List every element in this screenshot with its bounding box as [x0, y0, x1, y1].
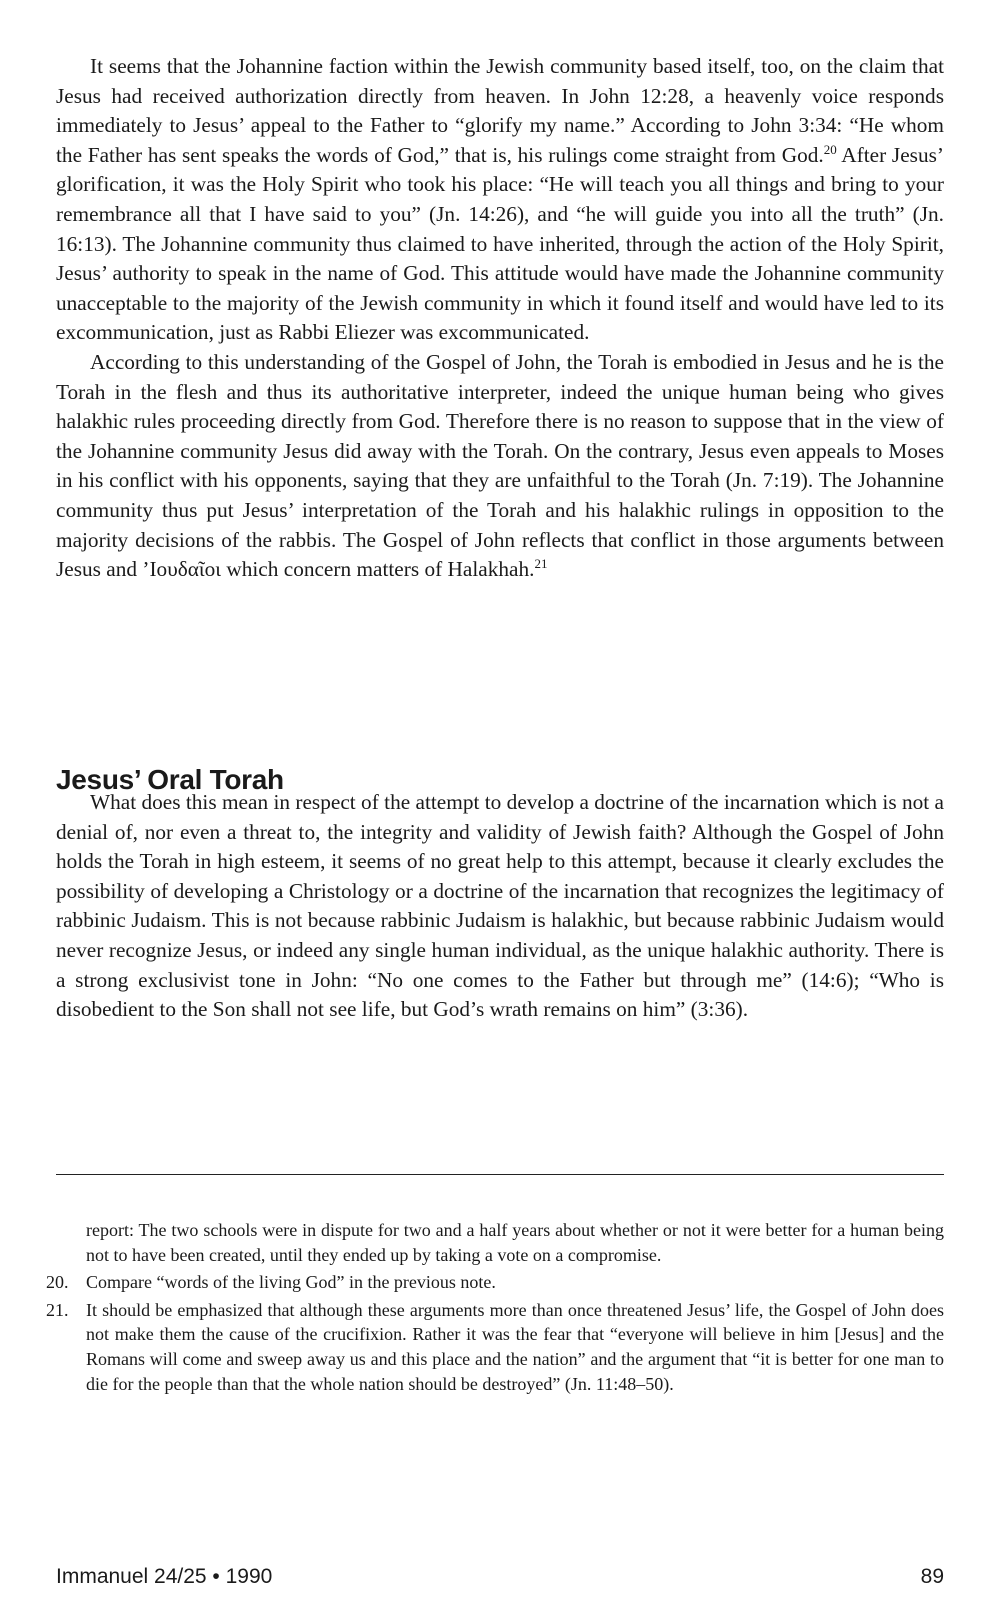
- footnote-text: report: The two schools were in dispute for two and a half years about whether or not it were better for a human being not to have been created, until they ended up by taking a vote on a compromise.: [86, 1220, 944, 1265]
- footnote-text: It should be emphasized that although these arguments more than once threatened Jesus’ life, the Gospel of John does not make them the cause of the crucifixion. Rather it was the fear that “everyone will believe in him [Jesus] and the Romans will come and sweep away us and this place and the nation” and the argument that “it is better for one man to die for the people than that the whole nation should be destroyed” (Jn. 11:48–50).: [86, 1299, 944, 1394]
- journal-citation: Immanuel 24/25 • 1990: [56, 1565, 273, 1588]
- footnote-ref-21[interactable]: 21: [534, 556, 548, 571]
- footnotes: [46, 1218, 944, 1399]
- footnote-number: 20.: [46, 1272, 69, 1293]
- paragraph-1-part-a: It seems that the Johannine faction within the Jewish community based itself, too, on the claim that Jesus had received authorization directly from heaven. In John 12:28, a heavenly voice responds immediately to Jesus’ appeal to the Father to “glorify my name.” According to John 3:34: “He whom the Father has sent speaks the words of God,” that is, his rulings come straight from God.: [56, 54, 944, 167]
- body-lower: [56, 788, 944, 1025]
- page-number: 89: [920, 1565, 944, 1588]
- footnote-number: 21.: [46, 1299, 69, 1320]
- footnote-divider: [56, 1174, 944, 1175]
- body-upper: [56, 52, 944, 585]
- paragraph-3: What does this mean in respect of the attempt to develop a doctrine of the incarnation which is not a denial of, nor even a threat to, the integrity and validity of Jewish faith? Although the Gospel of John holds the Torah in high esteem, it seems of no great help to this attempt, because it clearly excludes the possibility of developing a Christology or a doctrine of the incarnation that recognizes the legitimacy of rabbinic Judaism. This is not because rabbinic Judaism is halakhic, but because rabbinic Judaism would never recognize Jesus, or indeed any single human individual, as the unique halakhic authority. There is a strong exclusivist tone in John: “No one comes to the Father but through me” (14:6); “Who is disobedient to the Son shall not see life, but God’s wrath remains on him” (3:36).: [56, 790, 944, 1022]
- paragraph-2: [56, 348, 944, 585]
- footnote-21: [46, 1298, 944, 1396]
- paragraph-2-text: According to this understanding of the Gospel of John, the Torah is embodied in Jesus and he is the Torah in the flesh and thus its authoritative interpreter, indeed the unique human being who gives halakhic rules proceeding directly from God. Therefore there is no reason to suppose that in the view of the Johannine community Jesus did away with the Torah. On the contrary, Jesus even appeals to Moses in his conflict with his opponents, saying that they are unfaithful to the Torah (Jn. 7:19). The Johannine community thus put Jesus’ interpretation of the Torah and his halakhic rulings in opposition to the majority decisions of the rabbis. The Gospel of John reflects that conflict in those arguments between Jesus and ’Ιουδαῖοι which concern matters of Halakhah.: [56, 349, 944, 582]
- footnote-continued: [56, 1218, 944, 1267]
- footnote-text: Compare “words of the living God” in the previous note.: [86, 1272, 496, 1293]
- footnote-ref-20[interactable]: 20: [823, 141, 837, 157]
- footnote-20: [46, 1270, 944, 1295]
- section-heading: Jesus’ Oral Torah: [56, 764, 284, 795]
- paragraph-1-part-b: After Jesus’ glorification, it was the Holy Spirit who took his place: “He will teach you all things and bring to your remembrance all that I have said to you” (Jn. 14:26), and “he will guide you into all the truth” (Jn. 16:13). The Johannine community thus claimed to have inherited, through the action of the Holy Spirit, Jesus’ authority to speak in the name of God. This attitude would have made the Johannine community unacceptable to the majority of the Jewish community in which it found itself and would have led to its excommunication, just as Rabbi Eliezer was excommunicated.: [56, 142, 944, 345]
- paragraph-1: [56, 52, 944, 348]
